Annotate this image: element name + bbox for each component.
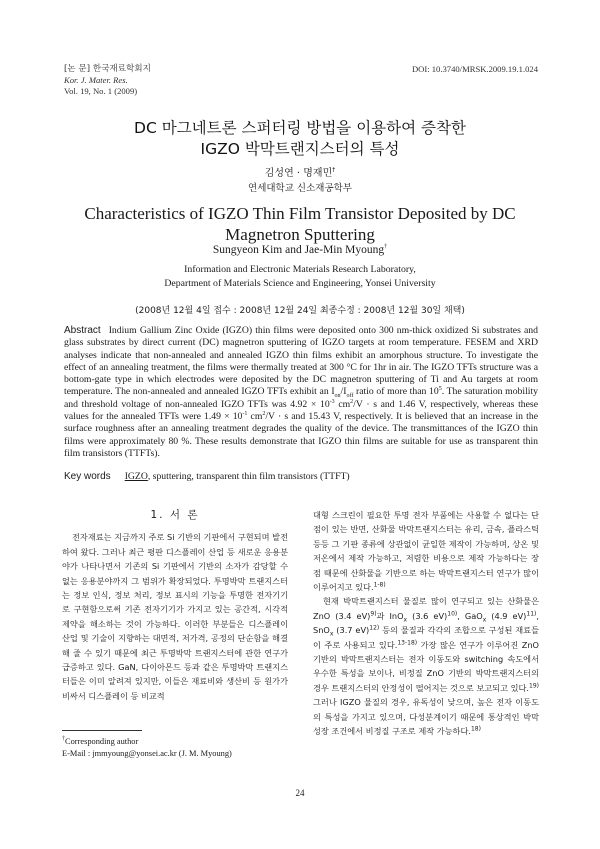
keywords: Key words IGZO, sputtering, transparent thin film transistors (TTFT): [64, 471, 350, 482]
journal-name-en: Kor. J. Mater. Res.: [64, 75, 128, 85]
abstract-label: Abstract: [64, 325, 101, 336]
affiliation-en: [0, 263, 600, 291]
intro-paragraph-2: 현재 박막트랜지스터 물질로 많이 연구되고 있는 산화물은 ZnO (3.4 eV)$^{9)}$과 InO$_x$ (3.6 eV)$^{10)}$, GaO$_x$ (4.9 eV)$^{11)}$, SnO$_x$ (3.7 eV)$^{12)}$ 등의 물질과 각각의 조합으로 구성된 재료들이 주로 사용되고 있다.$^{13-18)}$ 가장 많은 연구가 이루어진 ZnO 기반의 박막트랜지스터는 전자 이동도와 switching 속도에서 우수한 특성을 보이나, 비정질 ZnO 기반의 박막트랜지스터의 경우 트랜지스터의 안정성이 떨어지는 것으로 보고되고 있다.$^{19)}$ 그러나 IGZO 물질의 경우, 유독성이 낮으며, 높은 전자 이동도의 특성을 가지고 있으며, 다성분계이기 때문에 통상적인 박막 성장 조건에서 비정질 구조로 제작 가능하다.$^{18)}$: [313, 596, 539, 737]
journal-volume: Vol. 19, No. 1 (2009): [64, 86, 138, 96]
keywords-label: Key words: [64, 471, 111, 482]
submission-dates: (2008년 12월 4일 접수 : 2008년 12월 24일 최종수정 : 2008년 12월 30일 채택): [135, 306, 465, 316]
journal-header: [64, 64, 151, 97]
title-en-line2: Magnetron Sputtering: [225, 225, 375, 244]
section-heading-intro: 1. 서 론: [150, 509, 200, 521]
doi: DOI: 10.3740/MRSK.2009.19.1.024: [411, 64, 538, 74]
intro-paragraph-1: 전자재료는 지금까지 주로 Si 기반의 기판에서 구현되며 발전하여 왔다. 그러나 최근 평판 디스플레이 산업 등 새로운 응용분야가 나타나면서 기존의 Si 기판에서 기반의 소자가 감당할 수 없는 응용분야까지 그 범위가 확장되었다. 투명박막 트랜지스터는 정보 인식, 정보 처리, 정보 표시의 기능을 투명한 전자기기로 구현함으로써 기존 전자기기가 가지고 있는 공간적, 시각적 제약을 해소하는 것이 가능하다. 이러한 부분들은 디스플레이 산업 및 기술이 지향하는 대면적, 저가격, 공정의 단순함을 해결해 줄 수 있기 때문에 최근 투명박막 트랜지스터에 관한 연구가 급증하고 있다. GaN, 다이아몬드 등과 같은 투명박막 트랜지스터들은 이미 알려져 있지만, 이들은 재료비와 생산비 등 원가가 비싸서 디스플레이 등 비교적: [62, 532, 288, 701]
keyword-igzo: IGZO: [124, 471, 148, 482]
title-ko-line1: DC 마그네트론 스퍼터링 방법을 이용하여 증착한: [134, 119, 466, 137]
affiliation-en-line2: Department of Materials Science and Engineering, Yonsei University: [164, 278, 436, 289]
journal-name-ko: [논 문] 한국재료학회지: [64, 64, 151, 74]
title-ko-line2: IGZO 박막트랜지스터의 특성: [200, 140, 400, 158]
corresponding-author-footnote: †Corresponding author E-Mail : jmmyoung@yonsei.ac.kr (J. M. Myoung): [62, 736, 232, 758]
body-column-left: [62, 508, 288, 703]
intro-paragraph-1-cont: 대형 스크린이 필요한 투명 전자 부품에는 사용할 수 없다는 단점이 있는 반면, 산화물 박막트랜지스터는 유리, 금속, 플라스틱 등등 그 기판 종류에 상관없이 균일한 제작이 가능하며, 상온 및 저온에서 제작 가능하고, 저렴한 비용으로 제작 가능하다는 장점 때문에 산화물을 기반으로 하는 박막트랜지스터 연구가 많이 이루어지고 있다.$^{1-8)}$: [313, 510, 539, 593]
corresponding-email: E-Mail : jmmyoung@yonsei.ac.kr (J. M. Myoung): [62, 749, 232, 758]
affiliation-en-line1: Information and Electronic Materials Research Laboratory,: [184, 264, 416, 275]
title-en-line1: Characteristics of IGZO Thin Film Transistor Deposited by DC: [84, 204, 516, 223]
authors-ko: 김성연 · 명재민†: [264, 166, 336, 179]
page-number: 24: [295, 788, 305, 798]
abstract: Abstract Indium Gallium Zinc Oxide (IGZO) thin films were deposited onto 300 nm-thick oxidized Si substrates and glass substrates by direct current (DC) magnetron sputtering of IGZO targets at room temperature. FESEM and XRD analyses indicate that non-annealed and annealed IGZO thin films exhibit an amorphous structure. To investigate the effect of an annealing treatment, the films were thermally treated at 300 °C for 1hr in air. The IGZO TFTs structure was a bottom-gate type in which electrodes were deposited by the DC magnetron sputtering of Ti and Au targets at room temperature. The non-annealed and annealed IGZO TFTs exhibit an $I_{on}/I_{off}$ ratio of more than $10^5$. The saturation mobility and threshold voltage of non-annealed IGZO TFTs was $4.92 \times 10^{-3}$ $cm^2/V \cdot s$ and 1.46 V, respectively, whereas these values for the annealed TFTs were $1.49 \times 10^{-1}$ $cm^2/V \cdot s$ and 15.43 V, respectively. It is believed that an increase in the surface roughness after an annealing treatment degrades the quality of the device. The transmittances of the IGZO thin films were approximately 80 %. These results demonstrate that IGZO thin films are suitable for use as transparent thin film transistors (TTFTs).: [64, 325, 538, 459]
title-ko: [0, 118, 600, 160]
title-en: [0, 203, 600, 245]
authors-en: Sungyeon Kim and Jae-Min Myoung†: [212, 244, 388, 256]
body-column-right: [313, 508, 539, 739]
affiliation-ko: 연세대학교 신소재공학부: [248, 183, 352, 194]
footnote-divider: [62, 730, 142, 731]
